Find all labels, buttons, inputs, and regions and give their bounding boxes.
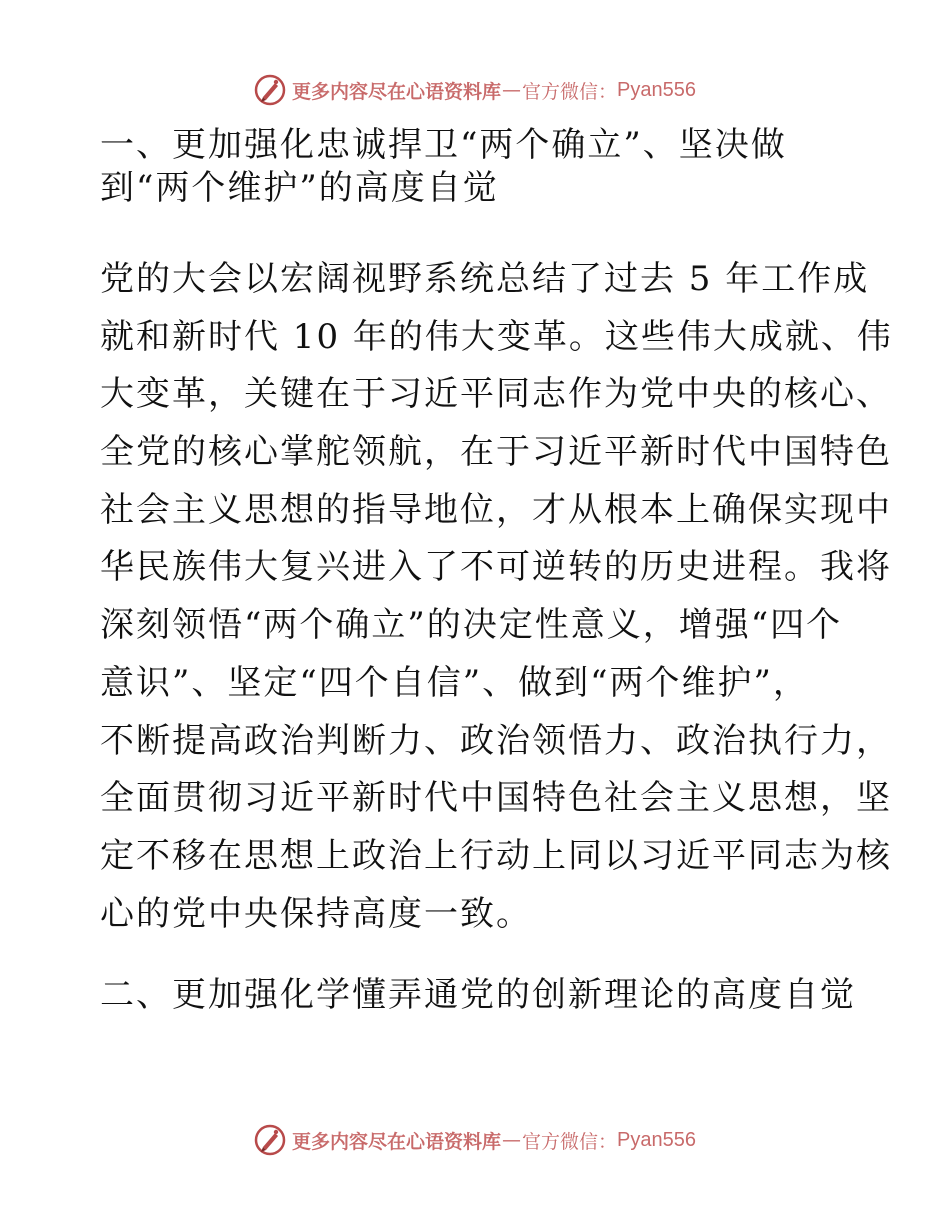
watermark-wechat-id: Pyan556 xyxy=(617,1128,696,1151)
paragraph-line: 不断提高政治判断力、政治领悟力、政治执行力， xyxy=(100,720,892,761)
watermark-wechat-id: Pyan556 xyxy=(617,78,696,101)
watermark-wechat-label: 官方微信： xyxy=(522,80,618,103)
paragraph-line: 全面贯彻习近平新时代中国特色社会主义思想，坚 xyxy=(100,778,892,819)
heading-line: 二、更加强化学懂弄通党的创新理论的高度自觉 xyxy=(100,975,856,1015)
watermark-dash: — xyxy=(502,79,522,101)
section-heading-1 xyxy=(100,124,860,210)
section-heading-2 xyxy=(100,974,860,1017)
paragraph-line: 就和新时代 10 年的伟大变革。这些伟大成就、伟 xyxy=(100,316,893,357)
body-paragraph xyxy=(100,256,893,948)
paragraph-line: 党的大会以宏阔视野系统总结了过去 5 年工作成 xyxy=(100,259,870,299)
paragraph-line: 意识”、坚定“四个自信”、做到“两个维护”， xyxy=(100,662,809,703)
paragraph-line: 全党的核心掌舵领航，在于习近平新时代中国特色 xyxy=(100,432,892,473)
pen-logo-icon xyxy=(254,1124,286,1156)
paragraph-line: 定不移在思想上政治上行动上同以习近平同志为核 xyxy=(100,835,892,876)
paragraph-line: 华民族伟大复兴进入了不可逆转的历史进程。我将 xyxy=(100,547,892,588)
paragraph-line: 大变革，关键在于习近平同志作为党中央的核心、 xyxy=(100,374,892,415)
paragraph-line: 深刻领悟“两个确立”的决定性意义，增强“四个 xyxy=(100,605,843,646)
watermark-dash: — xyxy=(502,1129,522,1151)
paragraph-line: 心的党中央保持高度一致。 xyxy=(100,893,532,934)
header-watermark xyxy=(0,70,950,110)
heading-line: 到“两个维护”的高度自觉 xyxy=(100,168,499,208)
heading-line: 一、更加强化忠诚捍卫“两个确立”、坚决做 xyxy=(100,125,787,165)
pen-logo-icon xyxy=(254,74,286,106)
watermark-title: 更多内容尽在心语资料库 xyxy=(292,1130,502,1153)
watermark-wechat-label: 官方微信： xyxy=(522,1130,618,1153)
footer-watermark xyxy=(0,1120,950,1160)
watermark-title: 更多内容尽在心语资料库 xyxy=(292,80,502,103)
paragraph-line: 社会主义思想的指导地位，才从根本上确保实现中 xyxy=(100,489,892,530)
